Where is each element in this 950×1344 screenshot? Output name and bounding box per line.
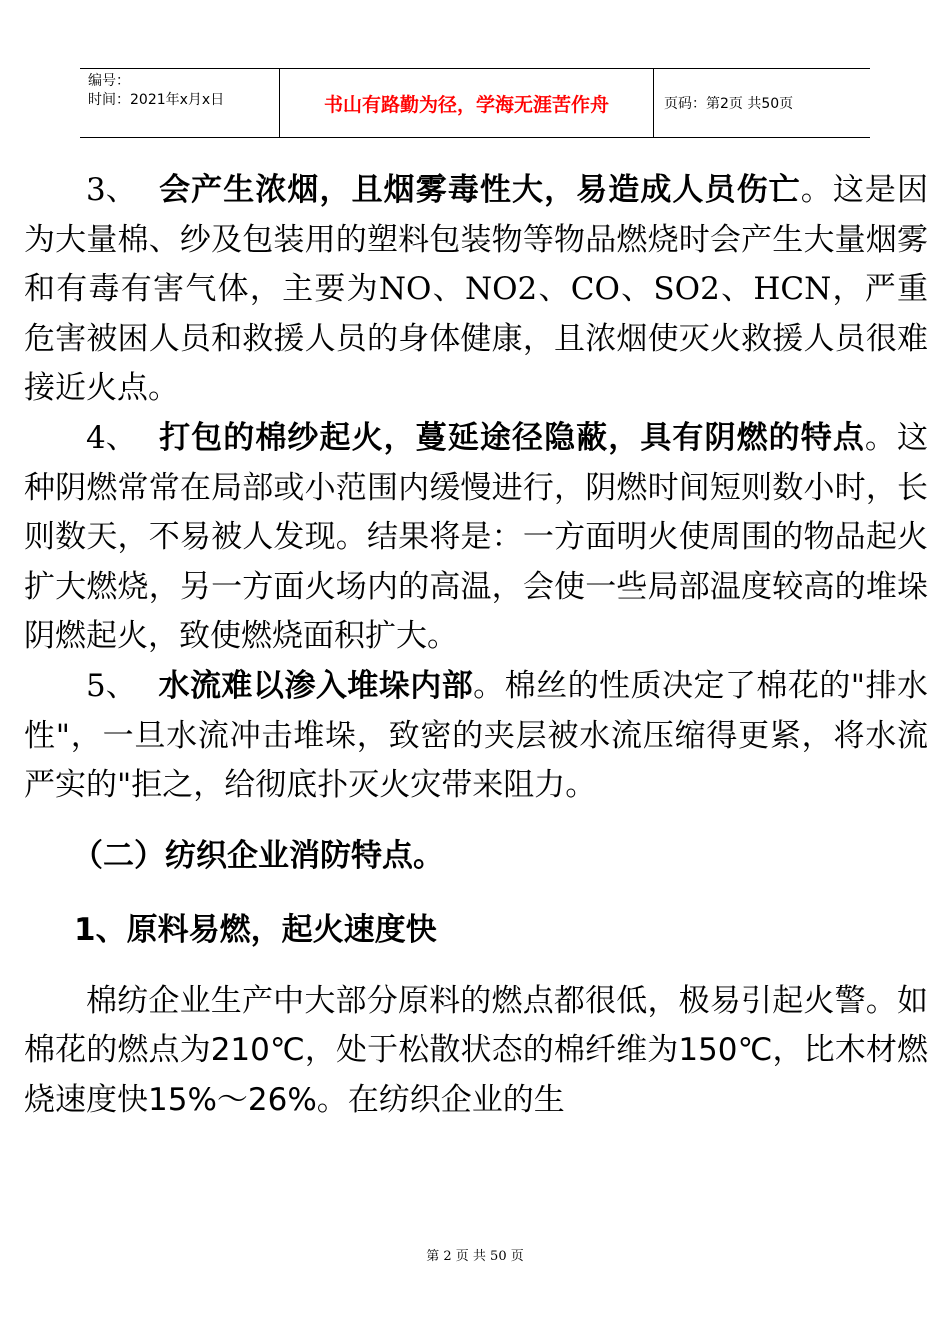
paragraph-text: 。这是因为大量棉、纱及包装用的塑料包装物等物品燃烧时会产生大量烟雾和有毒有害气体，主要为NO、NO2、CO、SO2、HCN，严重危害被困人员和救援人员的身体健康，且浓烟使灭火救援人员很难接近火点。	[24, 172, 928, 407]
header-page-info: 页码：第2页 共50页	[664, 96, 794, 112]
paragraph-text: 。这种阴燃常常在局部或小范围内缓慢进行，阴燃时间短则数小时，长则数天，不易被人发现。结果将是：一方面明火使周围的物品起火扩大燃烧，另一方面火场内的高温，会使一些局部温度较高的堆垛阴燃起火，致使燃烧面积扩大。	[24, 419, 929, 655]
document-body	[24, 166, 928, 1126]
item-number: 4、	[86, 419, 137, 456]
number-label: 编号：	[88, 73, 130, 89]
paragraph-text: 。棉丝的性质决定了棉花的"排水性"，一旦水流冲击堆垛，致密的夹层被水流压缩得更紧，将水流严实的"拒之，给彻底扑灭火灾带来阻力。	[24, 667, 929, 804]
paragraph-heading: 水流难以渗入堆垛内部	[158, 667, 474, 704]
paragraph-heading: 会产生浓烟，且烟雾毒性大，易造成人员伤亡	[158, 172, 801, 208]
section-heading-2: （二）纺织企业消防特点。	[72, 837, 444, 874]
section-heading-3: 1、原料易燃，起火速度快	[74, 911, 437, 948]
header-motto: 书山有路勤为径，学海无涯苦作舟	[280, 69, 654, 137]
paragraph-3	[24, 166, 928, 414]
item-number: 3、	[86, 172, 137, 208]
paragraph-heading: 打包的棉纱起火，蔓延途径隐蔽，具有阴燃的特点	[158, 419, 865, 456]
item-number: 5、	[86, 667, 137, 704]
paragraph-5	[24, 662, 928, 811]
header-table	[80, 68, 870, 138]
paragraph-raw-material: 棉纺企业生产中大部分原料的燃点都很低，极易引起火警。如棉花的燃点为210℃，处于松散状态的棉纤维为150℃，比木材燃烧速度快15%～26%。在纺织企业的生	[24, 982, 928, 1118]
header-meta-cell	[80, 69, 280, 137]
page-footer: 第 2 页 共 50 页	[426, 1249, 524, 1264]
paragraph-4	[24, 414, 928, 662]
time-label: 时间：2021年x月x日	[88, 92, 225, 108]
